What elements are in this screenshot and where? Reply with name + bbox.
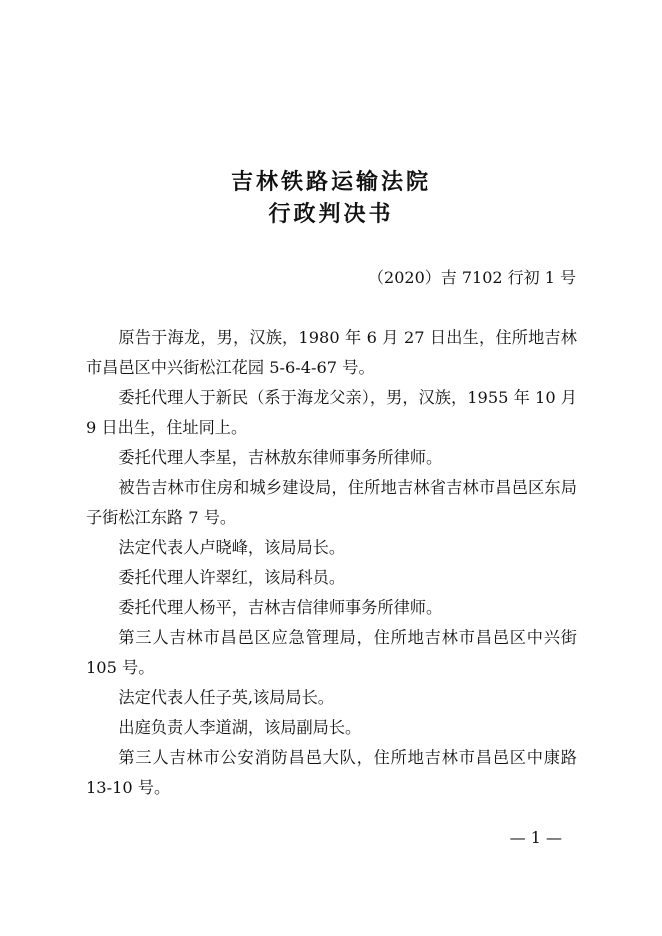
paragraph-third-party-1: 第三人吉林市昌邑区应急管理局，住所地吉林市昌邑区中兴街 105 号。 [86, 628, 577, 677]
paragraph-third-party-1-attendee: 出庭负责人李道湖，该局副局长。 [118, 718, 362, 737]
paragraph-third-party-2: 第三人吉林市公安消防昌邑大队，住所地吉林市昌邑区中康路 13-10 号。 [86, 748, 577, 797]
paragraph-third-party-1-representative: 法定代表人任子英,该局局长。 [118, 688, 334, 707]
document-type-title: 行政判决书 [268, 201, 394, 227]
document-body [86, 323, 577, 803]
paragraph-plaintiff: 原告于海龙，男，汉族，1980 年 6 月 27 日出生，住所地吉林市昌邑区中兴街松江花园 5-6-4-67 号。 [86, 328, 577, 377]
paragraph-plaintiff-agent-1: 委托代理人于新民（系于海龙父亲），男，汉族，1955 年 10 月 9 日出生，住址同上。 [86, 388, 577, 437]
paragraph-plaintiff-agent-2: 委托代理人李星，吉林敖东律师事务所律师。 [118, 448, 443, 467]
case-number: （2020）吉 7102 行初 1 号 [368, 268, 576, 287]
paragraph-defendant-agent-2: 委托代理人杨平，吉林吉信律师事务所律师。 [118, 598, 443, 617]
court-name-title: 吉林铁路运输法院 [230, 169, 431, 195]
paragraph-defendant-representative: 法定代表人卢晓峰，该局局长。 [118, 538, 346, 557]
page-number: — 1 — [509, 828, 562, 847]
paragraph-defendant: 被告吉林市住房和城乡建设局，住所地吉林省吉林市昌邑区东局子街松江东路 7 号。 [86, 478, 577, 527]
paragraph-defendant-agent-1: 委托代理人许翠红，该局科员。 [118, 568, 346, 587]
